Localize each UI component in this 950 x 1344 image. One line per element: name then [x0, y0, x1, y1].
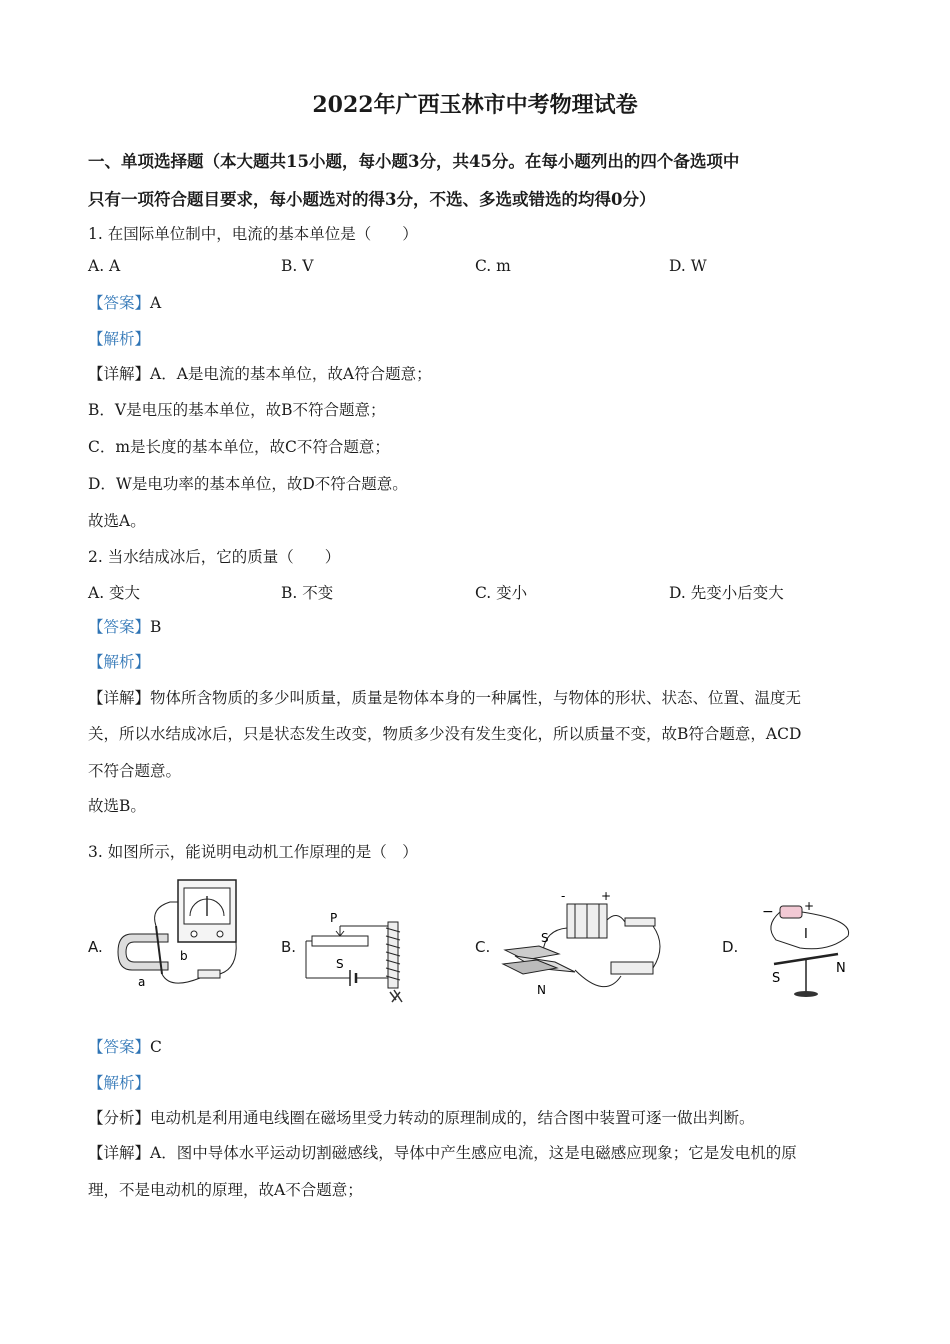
q1-conclusion: 故选A。 — [88, 512, 146, 530]
label-minus: − — [762, 904, 774, 920]
fenxi-tag: 【分析】 — [88, 1109, 151, 1127]
q3-option-c-label: C. — [475, 938, 491, 956]
q1-stem: 1. 在国际单位制中，电流的基本单位是（ ） — [88, 225, 418, 243]
q3-answer — [88, 1035, 162, 1057]
q3-detail-line1 — [88, 1141, 797, 1163]
q1-answer-value: A — [150, 294, 162, 312]
detail-tag: 【详解】 — [88, 365, 151, 383]
q1-option-a: A. A — [88, 257, 121, 275]
answer-tag: 【答案】 — [88, 294, 151, 312]
q1-option-c: C. m — [475, 257, 511, 275]
label-plus: + — [601, 890, 612, 903]
q1-option-b: B. V — [281, 257, 314, 275]
stand-base — [794, 991, 818, 997]
label-i: I — [804, 927, 808, 942]
label-minus: - — [561, 890, 566, 903]
q2-detail-line3: 不符合题意。 — [88, 762, 182, 780]
magnet-top — [505, 946, 559, 960]
figure-a-generator — [110, 878, 250, 996]
analysis-tag: 【解析】 — [88, 330, 151, 348]
q3-option-b-label: B. — [281, 938, 297, 956]
rheostat — [312, 936, 368, 946]
label-s: S — [336, 957, 344, 971]
analysis-tag: 【解析】 — [88, 653, 151, 671]
label-s: S — [541, 931, 549, 945]
page-title: 2022年广西玉林市中考物理试卷 — [312, 92, 638, 118]
figure-d-oersted — [760, 896, 870, 1006]
label-n: N — [537, 983, 546, 997]
q2-answer — [88, 615, 161, 637]
q1-option-d: D. W — [669, 257, 707, 275]
q2-conclusion: 故选B。 — [88, 797, 146, 815]
label-n: N — [836, 961, 846, 976]
label-p: P — [330, 912, 338, 925]
figure-c-motor — [495, 890, 670, 1002]
analysis-tag: 【解析】 — [88, 1074, 151, 1092]
q3-stem: 3. 如图所示，能说明电动机工作原理的是（ ） — [88, 843, 418, 861]
section-heading-line2: 只有一项符合题目要求，每小题选对的得3分，不选、多选或错选的均得0分） — [88, 190, 656, 209]
q1-detail-text: A．A是电流的基本单位，故A符合题意； — [150, 365, 432, 383]
q3-fenxi-text: 电动机是利用通电线圈在磁场里受力转动的原理制成的，结合图中装置可逐一做出判断。 — [150, 1109, 755, 1127]
label-b: b — [180, 949, 188, 963]
q1-detail-line3: C．m是长度的基本单位，故C不符合题意； — [88, 438, 390, 456]
q1-detail-line4: D．W是电功率的基本单位，故D不符合题意。 — [88, 475, 408, 493]
label-plus: + — [804, 899, 815, 913]
q3-detail-line2: 理，不是电动机的原理，故A不合题意； — [88, 1181, 363, 1199]
detail-tag: 【详解】 — [88, 689, 151, 707]
q2-option-a: A. 变大 — [88, 584, 141, 602]
q3-detail-text: A．图中导体水平运动切割磁感线，导体中产生感应电流，这是电磁感应现象；它是发电机的原 — [150, 1144, 797, 1162]
q2-detail-line2: 关，所以水结成冰后，只是状态发生改变，物质多少没有发生变化，所以质量不变，故B符合题意，ACD — [88, 725, 802, 743]
battery — [780, 906, 802, 918]
q1-answer — [88, 291, 161, 313]
q3-option-a-label: A. — [88, 938, 103, 956]
figure-b-electromagnet — [300, 912, 420, 1004]
label-a: a — [138, 975, 146, 989]
q2-detail-text: 物体所含物质的多少叫质量，质量是物体本身的一种属性，与物体的形状、状态、位置、温度无 — [150, 689, 802, 707]
answer-tag: 【答案】 — [88, 1038, 151, 1056]
q1-detail-line1 — [88, 362, 432, 384]
q3-analysis-tag — [88, 1071, 150, 1093]
switch — [198, 970, 220, 978]
q1-detail-line2: B．V是电压的基本单位，故B不符合题意； — [88, 401, 386, 419]
q2-option-b: B. 不变 — [281, 584, 334, 602]
q2-answer-value: B — [150, 618, 162, 636]
q2-stem: 2. 当水结成冰后，它的质量（ ） — [88, 548, 341, 566]
q2-analysis-tag — [88, 650, 150, 672]
q1-analysis-tag — [88, 327, 150, 349]
q3-option-d-label: D. — [722, 938, 739, 956]
rheostat — [611, 962, 653, 974]
section-heading-line1: 一、单项选择题（本大题共15小题，每小题3分，共45分。在每小题列出的四个备选项中 — [88, 152, 740, 171]
q2-detail-line1 — [88, 686, 801, 708]
switch — [625, 918, 655, 926]
detail-tag: 【详解】 — [88, 1144, 151, 1162]
label-s: S — [772, 971, 781, 986]
answer-tag: 【答案】 — [88, 618, 151, 636]
pins — [390, 990, 402, 1002]
q3-fenxi — [88, 1106, 755, 1128]
q2-option-c: C. 变小 — [475, 584, 528, 602]
q2-option-d: D. 先变小后变大 — [669, 584, 784, 602]
q3-answer-value: C — [150, 1038, 162, 1056]
